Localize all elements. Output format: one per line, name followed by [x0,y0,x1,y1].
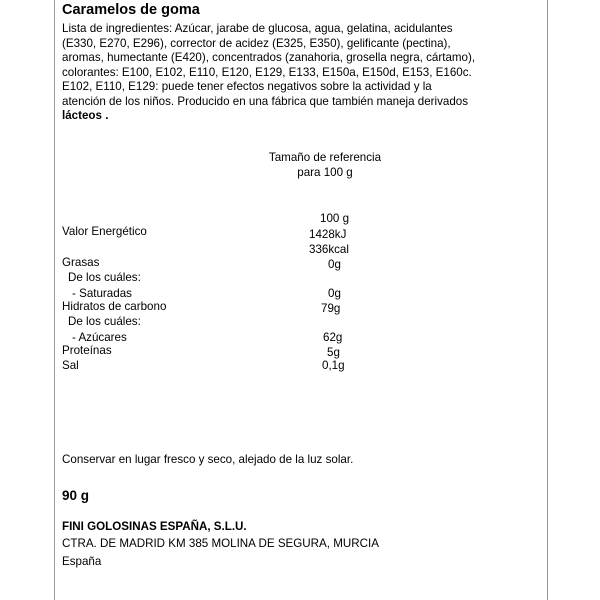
nutrient-label: Proteínas [62,344,112,357]
ingredients-line: Lista de ingredientes: Azúcar, jarabe de glucosa, agua, gelatina, acidulantes [62,22,453,35]
nutrient-value: 1428kJ [309,228,347,241]
ingredients-line: E102, E110, E129: puede tener efectos negativos sobre la actividad y la [62,80,432,93]
storage-instructions: Conservar en lugar fresco y seco, alejado de la luz solar. [62,453,354,466]
nutrient-value: 5g [327,346,340,359]
ingredients-line: (E330, E270, E296), corrector de acidez (E325, E350), gelificante (pectina), [62,36,451,50]
product-title: Caramelos de goma [62,2,200,18]
allergen-text: lácteos [62,109,102,122]
nutrient-label: - Saturadas [72,287,132,300]
nutrient-value: 79g [321,302,341,315]
nutrient-label: Grasas [62,256,100,269]
ingredients-line: colorantes: E100, E102, E110, E120, E129, E133, E150a, E150d, E153, E160c. [62,65,472,79]
ingredients-list [62,22,544,124]
nutrient-value: 0g [328,258,341,271]
nutrient-label: - Azúcares [72,331,127,344]
ingredients-line: aromas, humectante (E420), concentrados (zanahoria, grosella negra, cártamo), [62,51,476,64]
nutrient-label: Sal [62,359,79,372]
nutrient-label: De los cuáles: [68,315,141,328]
nutrient-label: Hidratos de carbono [62,300,167,313]
nutrient-value: 0,1g [322,359,345,372]
ingredients-line: atención de los niños. Producido en una fábrica que también maneja derivados [62,94,469,108]
nutrient-value: 62g [323,331,343,344]
manufacturer-country: España [62,555,102,568]
manufacturer-address: CTRA. DE MADRID KM 385 MOLINA DE SEGURA, MURCIA [62,537,379,550]
nutrient-value: 336kcal [309,243,349,256]
allergen-tail: . [101,109,109,122]
nutrient-value: 0g [328,287,341,300]
ingredients-line-last [62,109,544,124]
reference-size-label: Tamaño de referencia [268,151,382,164]
reference-size-amount: para 100 g [297,166,353,179]
per-quantity: 100 g [320,212,350,225]
net-weight: 90 g [62,488,90,503]
nutrient-label: Valor Energético [62,225,147,238]
manufacturer-name: FINI GOLOSINAS ESPAÑA, S.L.U. [62,520,247,533]
nutrient-label: De los cuáles: [68,271,141,284]
